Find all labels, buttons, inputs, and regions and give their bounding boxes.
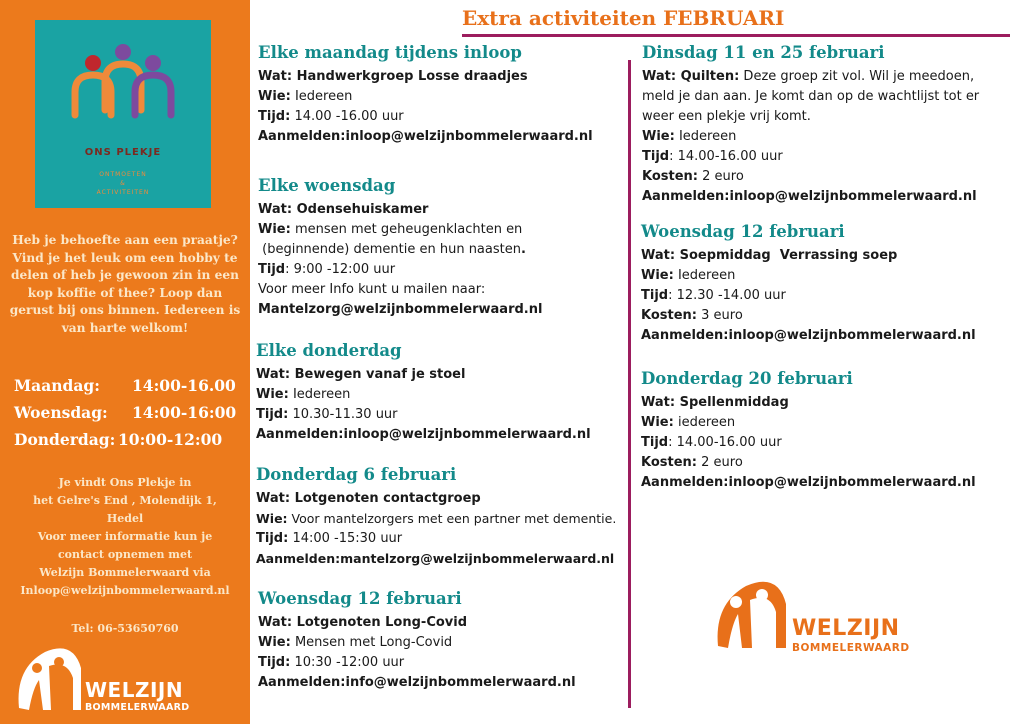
activity-heading: Elke woensdag (258, 176, 396, 195)
label: Tijd: (258, 655, 291, 670)
activity-block (256, 464, 616, 569)
activity-tijd (256, 405, 591, 425)
activity-kosten (641, 453, 976, 473)
activity-wat (642, 67, 979, 87)
value: : 14.00-16.00 uur (668, 435, 782, 450)
activity-wie (641, 413, 976, 433)
label: Wat: (641, 248, 676, 263)
activity-wat (258, 613, 576, 633)
activity-wat (258, 200, 542, 220)
value: 3 euro (701, 308, 743, 323)
activity-block (258, 42, 593, 147)
activity-tijd (258, 653, 576, 673)
label: Tijd (642, 149, 670, 164)
activity-tijd (641, 433, 976, 453)
activity-block (642, 42, 979, 207)
activity-kosten (641, 306, 976, 326)
value: 2 euro (702, 169, 744, 184)
activity-tijd (258, 260, 542, 280)
value: Iedereen (294, 89, 353, 104)
activity-block (258, 175, 542, 320)
value: 14:00 -15:30 uur (292, 531, 403, 546)
activity-wie-cont (258, 240, 542, 260)
hours-time: 14:00-16.00 (132, 376, 236, 395)
activity-heading: Elke donderdag (256, 341, 402, 360)
activity-tijd (642, 147, 979, 167)
label: Wie: (256, 387, 289, 402)
activity-heading: Donderdag 20 februari (641, 369, 853, 388)
value-end: . (520, 242, 526, 257)
hours-row (14, 399, 244, 426)
activity-heading: Woensdag 12 februari (258, 589, 462, 608)
people-group-icon (35, 20, 211, 150)
address-line: Welzijn Bommelerwaard via (39, 566, 211, 579)
hours-row (14, 426, 244, 453)
value: Soepmiddag Verrassing soep (679, 248, 898, 263)
welzijn-logo-sidebar (15, 638, 240, 718)
address-line: Je vindt Ons Plekje in (58, 476, 192, 489)
activity-wie (641, 266, 976, 286)
activity-block (641, 221, 976, 346)
hours-row (14, 372, 244, 399)
activity-heading: Dinsdag 11 en 25 februari (642, 43, 885, 62)
logo-sub-line: & (120, 180, 126, 187)
label: Wat: (256, 367, 291, 382)
phone-number[interactable]: Tel: 06-53650760 (71, 622, 179, 635)
activity-block (258, 588, 576, 693)
value: 10.30-11.30 uur (292, 407, 398, 422)
activity-info: Voor meer Info kunt u mailen naar: (258, 282, 486, 297)
value: mensen met geheugenklachten en (294, 222, 523, 237)
value: Iedereen (678, 129, 737, 144)
label: Kosten: (642, 169, 698, 184)
value: Voor mantelzorgers met een partner met dementie. (291, 511, 617, 526)
activity-wie (258, 87, 593, 107)
label: Kosten: (641, 455, 697, 470)
activity-wat-cont: meld je dan aan. Je komt dan op de wachtlijst tot er (642, 89, 980, 104)
ons-plekje-logo (35, 20, 211, 208)
hours-time: 10:00-12:00 (118, 430, 223, 449)
brand-name: WELZIJN (792, 616, 900, 641)
activity-block (256, 340, 591, 445)
label: Wat: Quilten: (642, 69, 740, 84)
hours-day: Woensdag: (14, 403, 108, 422)
activity-wat (256, 365, 591, 385)
welzijn-mark-icon (15, 638, 85, 718)
logo-subtitle (35, 170, 211, 197)
label: Wat: (256, 491, 291, 506)
welzijn-mark-icon (712, 568, 792, 658)
intro-text: Heb je behoefte aan een praatje? Vind je het leuk om een hobby te delen of heb je gewoon zin in een kop koffie of thee? Loop dan gerust bij ons binnen. Iedereen is van harte welkom! (9, 233, 241, 335)
activity-block (641, 368, 976, 493)
value: 10:30 -12:00 uur (294, 655, 405, 670)
value: : 9:00 -12:00 uur (285, 262, 396, 277)
logo-sub-line: ACTIVITEITEN (96, 189, 150, 196)
label: Wat: (258, 615, 293, 630)
value: (beginnende) dementie en hun naasten (258, 242, 521, 257)
address-line: het Gelre's End , Molendijk 1, (33, 494, 217, 507)
activity-tijd (256, 529, 616, 549)
activity-wat (256, 489, 616, 509)
address-line: contact opnemen met (57, 548, 193, 561)
label: Wie: (641, 268, 674, 283)
activity-aanmelden[interactable]: Aanmelden:inloop@welzijnbommelerwaard.nl (258, 129, 593, 144)
activity-wie (256, 509, 616, 529)
value: Mensen met Long-Covid (294, 635, 453, 650)
value: Lotgenoten Long-Covid (296, 615, 468, 630)
address-email-link[interactable]: Inloop@welzijnbommelerwaard.nl (20, 584, 230, 597)
title-underline (462, 34, 1010, 37)
activity-wie (258, 220, 542, 240)
brand-subtitle: BOMMELERWAARD (85, 702, 190, 713)
welzijn-logo-main (712, 568, 912, 658)
label: Tijd (258, 262, 286, 277)
sidebar (0, 0, 250, 724)
activity-aanmelden[interactable]: Aanmelden:mantelzorg@welzijnbommelerwaard.nl (256, 551, 615, 566)
value: : 12.30 -14.00 uur (668, 288, 786, 303)
address-line: Voor meer informatie kun je (37, 530, 213, 543)
activity-heading: Elke maandag tijdens inloop (258, 43, 522, 62)
activity-aanmelden[interactable]: Aanmelden:info@welzijnbommelerwaard.nl (258, 675, 576, 690)
activity-wie (258, 633, 576, 653)
value: Lotgenoten contactgroep (294, 491, 481, 506)
label: Tijd: (256, 407, 289, 422)
label: Wie: (256, 511, 288, 526)
activity-aanmelden[interactable]: Aanmelden:inloop@welzijnbommelerwaard.nl (641, 475, 976, 490)
value: Iedereen (677, 268, 736, 283)
label: Tijd (641, 435, 669, 450)
activity-heading: Donderdag 6 februari (256, 465, 457, 484)
activity-aanmelden[interactable]: Aanmelden:inloop@welzijnbommelerwaard.nl (642, 189, 977, 204)
activity-wat (641, 246, 976, 266)
logo-title: ONS PLEKJE (84, 147, 162, 158)
activity-wat (258, 67, 593, 87)
label: Wat: (641, 395, 676, 410)
activity-wat-cont: weer een plekje vrij komt. (642, 109, 811, 124)
activity-wie (642, 127, 979, 147)
label: Kosten: (641, 308, 697, 323)
activity-aanmelden[interactable]: Aanmelden:inloop@welzijnbommelerwaard.nl (256, 427, 591, 442)
opening-hours (14, 372, 244, 453)
value: Iedereen (292, 387, 351, 402)
label: Wat: (258, 69, 293, 84)
value: Bewegen vanaf je stoel (294, 367, 466, 382)
activity-mail[interactable]: Mantelzorg@welzijnbommelerwaard.nl (258, 302, 543, 317)
page-title: Extra activiteiten FEBRUARI (462, 6, 785, 30)
value: iedereen (677, 415, 736, 430)
address-line: Hedel (106, 512, 144, 525)
brand-subtitle: BOMMELERWAARD (792, 642, 910, 654)
value: : 14.00-16.00 uur (669, 149, 783, 164)
brand-name: WELZIJN (85, 678, 184, 702)
activity-aanmelden[interactable]: Aanmelden:inloop@welzijnbommelerwaard.nl (641, 328, 976, 343)
hours-day: Donderdag: (14, 430, 116, 449)
label: Wie: (258, 89, 291, 104)
activity-wie (256, 385, 591, 405)
column-divider (628, 60, 631, 708)
label: Wie: (641, 415, 674, 430)
value: Handwerkgroep Losse draadjes (296, 69, 528, 84)
value: Odensehuiskamer (296, 202, 429, 217)
logo-sub-line: ONTMOETEN (99, 171, 147, 178)
address-block (2, 474, 248, 600)
activity-kosten (642, 167, 979, 187)
activity-heading: Woensdag 12 februari (641, 222, 845, 241)
value: 14.00 -16.00 uur (294, 109, 404, 124)
hours-day: Maandag: (14, 376, 100, 395)
label: Tijd: (256, 531, 289, 546)
label: Wie: (642, 129, 675, 144)
value: 2 euro (701, 455, 743, 470)
value: Spellenmiddag (679, 395, 789, 410)
label: Wie: (258, 222, 291, 237)
activity-tijd (641, 286, 976, 306)
hours-time: 14:00-16:00 (132, 403, 237, 422)
label: Tijd: (258, 109, 291, 124)
activity-wat (641, 393, 976, 413)
label: Wie: (258, 635, 291, 650)
value: Deze groep zit vol. Wil je meedoen, (739, 69, 975, 84)
label: Tijd (641, 288, 669, 303)
label: Wat: (258, 202, 293, 217)
activity-tijd (258, 107, 593, 127)
